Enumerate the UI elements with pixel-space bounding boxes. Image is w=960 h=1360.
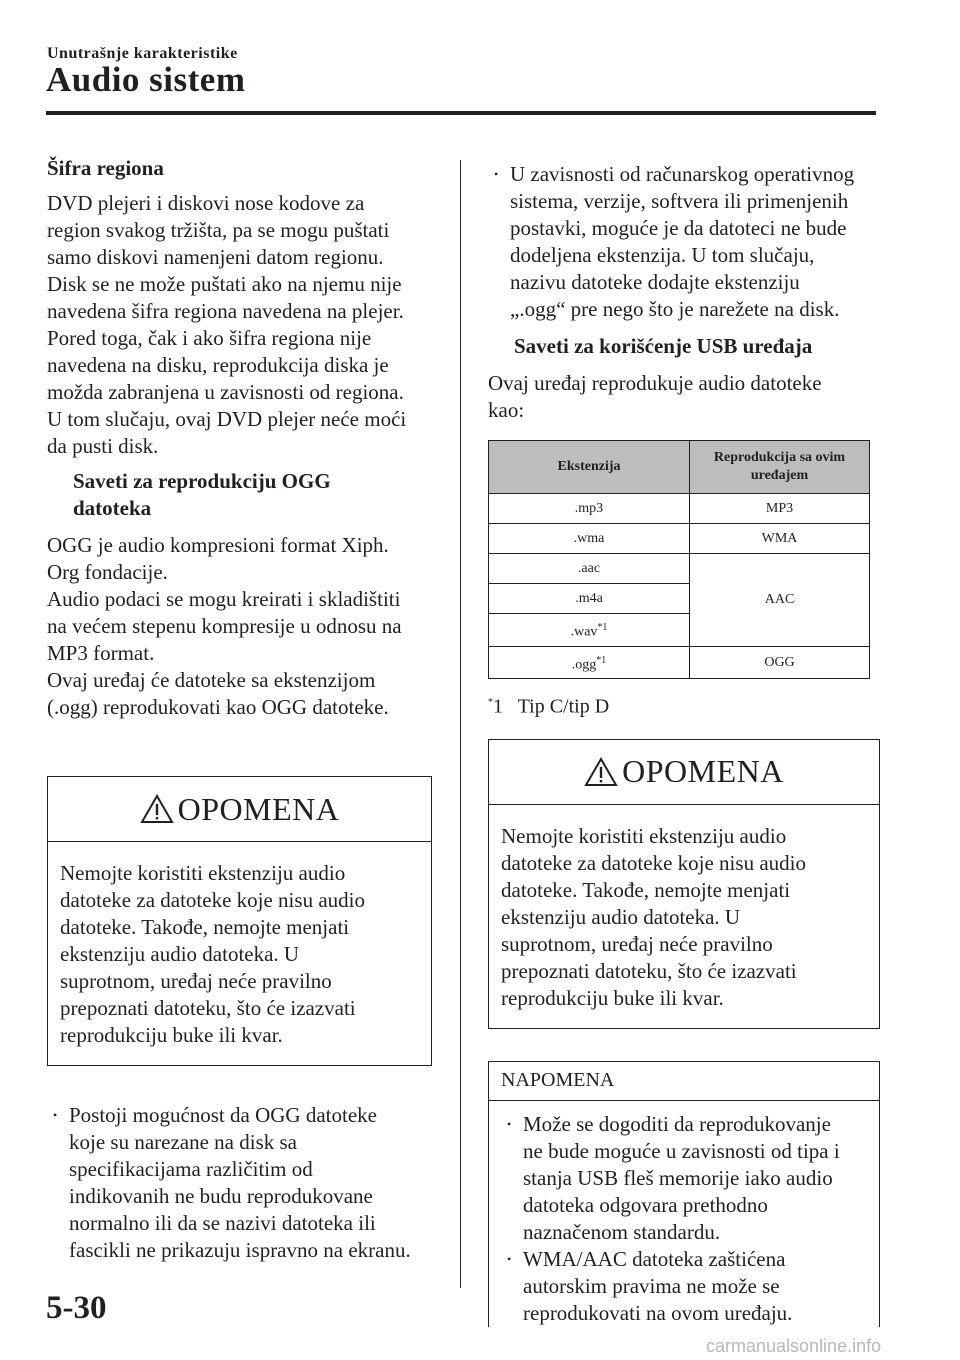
left-column: [47, 155, 435, 1264]
table-row: [489, 494, 870, 524]
text-line: stanja USB fleš memorije iako audio: [523, 1165, 833, 1190]
warning-text: [489, 805, 879, 1028]
page-number: 5-30: [46, 1290, 107, 1326]
warning-triangle-icon: [140, 794, 174, 824]
region-code-heading: Šifra regiona: [47, 156, 164, 180]
usb-tips-heading: Saveti za korišćenje USB uređaja: [514, 334, 813, 358]
table-cell-extension: .mp3: [489, 494, 690, 524]
text-line: prepoznati datoteku, što će izazvati: [501, 958, 797, 983]
table-row: [489, 524, 870, 554]
text-line: suprotnom, uređaj neće pravilno: [501, 931, 773, 956]
text-line: • Postoji mogućnost da OGG datoteke: [69, 1103, 377, 1127]
warning-header: [489, 740, 879, 805]
table-cell-extension: [489, 646, 690, 679]
table-cell-playback: MP3: [690, 494, 870, 524]
text-line: reprodukovati na ovom uređaju.: [523, 1300, 793, 1325]
usb-text: [488, 370, 880, 424]
warning-triangle-icon: [584, 757, 618, 787]
warning-label: OPOMENA: [622, 753, 784, 790]
column-divider: [460, 160, 461, 1288]
table-header-row: [489, 441, 870, 494]
text-line: „.ogg“ pre nego što je narežete na disk.: [510, 297, 840, 321]
text-line: region svakog tržišta, pa se mogu puštati: [47, 218, 390, 242]
text-line: suprotnom, uređaj neće pravilno: [60, 969, 332, 993]
header-line: uređajem: [750, 468, 809, 483]
text-line: sistema, verzije, softvera ili primenjenih: [510, 189, 849, 213]
text-line: naznačenom standardu.: [523, 1219, 721, 1244]
warning-text: [48, 842, 431, 1065]
text-line: Ovaj uređaj će datoteke sa ekstenzijom: [47, 668, 376, 692]
warning-box: [488, 739, 880, 1029]
extension-text: .ogg: [571, 657, 597, 673]
section-title: Audio sistem: [46, 60, 246, 99]
text-line: fascikli ne prikazuju ispravno na ekranu.: [69, 1238, 411, 1262]
note-bullet: [501, 1246, 867, 1327]
note-text: [489, 1101, 879, 1327]
table-row: [489, 554, 870, 584]
ogg-text: [47, 532, 435, 721]
extension-text: .wav: [570, 624, 598, 640]
region-code-text: [47, 190, 435, 460]
table-cell-extension: .aac: [489, 554, 690, 584]
text-line: datoteke. Takođe, nemojte menjati: [501, 877, 791, 902]
text-line: reprodukciju buke ili kvar.: [501, 985, 724, 1010]
table-footnote: [488, 689, 880, 721]
extension-table: [488, 440, 870, 679]
table-cell-extension: .wma: [489, 524, 690, 554]
text-line: ekstenziju audio datoteka. U: [501, 904, 741, 929]
text-line: Org fondacije.: [47, 560, 168, 584]
table-cell-playback: AAC: [690, 554, 870, 647]
header-rule: [46, 111, 876, 115]
heading-line: Saveti za reprodukciju OGG: [73, 469, 331, 493]
text-line: U tom slučaju, ovaj DVD plejer neće moći: [47, 407, 407, 431]
footnote-ref: *1: [597, 622, 608, 633]
text-line: (.ogg) reprodukovati kao OGG datoteke.: [47, 695, 389, 719]
text-line: samo diskovi namenjeni datom regionu.: [47, 245, 384, 269]
note-bullet: [501, 1111, 867, 1246]
warning-label: OPOMENA: [177, 790, 340, 827]
text-line: reprodukciju buke ili kvar.: [60, 1023, 283, 1047]
text-line: Ovaj uređaj reprodukuje audio datoteke: [488, 371, 822, 395]
text-line: • Može se dogoditi da reprodukovanje: [523, 1111, 831, 1136]
right-column: [488, 155, 880, 1327]
heading-line: datoteka: [73, 496, 152, 520]
watermark: carmanualsonline.info: [706, 1336, 882, 1356]
table-header-playback: [690, 441, 870, 494]
table-cell-playback: WMA: [690, 524, 870, 554]
footnote-number: 1: [493, 695, 503, 718]
text-line: navedena na disku, reprodukcija diska je: [47, 353, 389, 377]
note-header: NAPOMENA: [489, 1062, 879, 1101]
text-line: DVD plejeri i diskovi nose kodove za: [47, 191, 365, 215]
note-box: [488, 1061, 880, 1327]
text-line: dodeljena ekstenzija. U tom slučaju,: [510, 243, 815, 267]
text-line: koje su narezane na disk sa: [69, 1130, 297, 1154]
warning-header: [48, 777, 431, 842]
text-line: OGG je audio kompresioni format Xiph.: [47, 533, 389, 557]
ogg-bullet: [47, 1102, 435, 1264]
text-line: datoteke za datoteke koje nisu audio: [60, 888, 365, 912]
text-line: Pored toga, čak i ako šifra regiona nije: [47, 326, 372, 350]
text-line: specifikacijama različitim od: [69, 1157, 313, 1181]
extension-bullet: [488, 161, 880, 323]
text-line: Nemojte koristiti ekstenziju audio: [60, 861, 346, 885]
text-line: datoteke. Takođe, nemojte menjati: [60, 915, 350, 939]
chapter-label: Unutrašnje karakteristike: [47, 45, 238, 62]
warning-box: [47, 776, 432, 1066]
text-line: prepoznati datoteku, što će izazvati: [60, 996, 356, 1020]
table-cell-extension: .m4a: [489, 584, 690, 614]
header-line: Reprodukcija sa ovim: [713, 450, 846, 465]
text-line: ne bude moguće u zavisnosti od tipa i: [523, 1138, 840, 1163]
text-line: navedena šifra regiona navedena na plejer.: [47, 299, 404, 323]
text-line: indikovanih ne budu reprodukovane: [69, 1184, 373, 1208]
text-line: • WMA/AAC datoteka zaštićena: [523, 1246, 786, 1271]
text-line: normalno ili da se nazivi datoteka ili: [69, 1211, 376, 1235]
text-line: Audio podaci se mogu kreirati i skladištiti: [47, 587, 401, 611]
text-line: nazivu datoteke dodajte ekstenziju: [510, 270, 800, 294]
footnote-mark: *: [488, 697, 493, 709]
text-line: datoteka odgovara prethodno: [523, 1192, 768, 1217]
text-line: • U zavisnosti od računarskog operativnog: [510, 162, 855, 186]
text-line: MP3 format.: [47, 641, 155, 665]
table-cell-extension: [489, 614, 690, 647]
table-header-extension: Ekstenzija: [489, 441, 690, 494]
text-line: postavki, moguće je da datoteci ne bude: [510, 216, 847, 240]
table-cell-playback: OGG: [690, 646, 870, 679]
text-line: datoteke za datoteke koje nisu audio: [501, 850, 806, 875]
text-line: ekstenziju audio datoteka. U: [60, 942, 300, 966]
text-line: da pusti disk.: [47, 434, 159, 458]
text-line: kao:: [488, 398, 525, 422]
footnote-text: Tip C/tip D: [517, 695, 610, 718]
text-line: Disk se ne može puštati ako na njemu nije: [47, 272, 402, 296]
ogg-tips-heading: [73, 468, 435, 522]
text-line: možda zabranjena u zavisnosti od regiona.: [47, 380, 404, 404]
text-line: na većem stepenu kompresije u odnosu na: [47, 614, 402, 638]
text-line: autorskim pravima ne može se: [523, 1273, 780, 1298]
footnote-ref: *1: [596, 654, 607, 666]
table-row: [489, 646, 870, 679]
text-line: Nemojte koristiti ekstenziju audio: [501, 823, 787, 848]
